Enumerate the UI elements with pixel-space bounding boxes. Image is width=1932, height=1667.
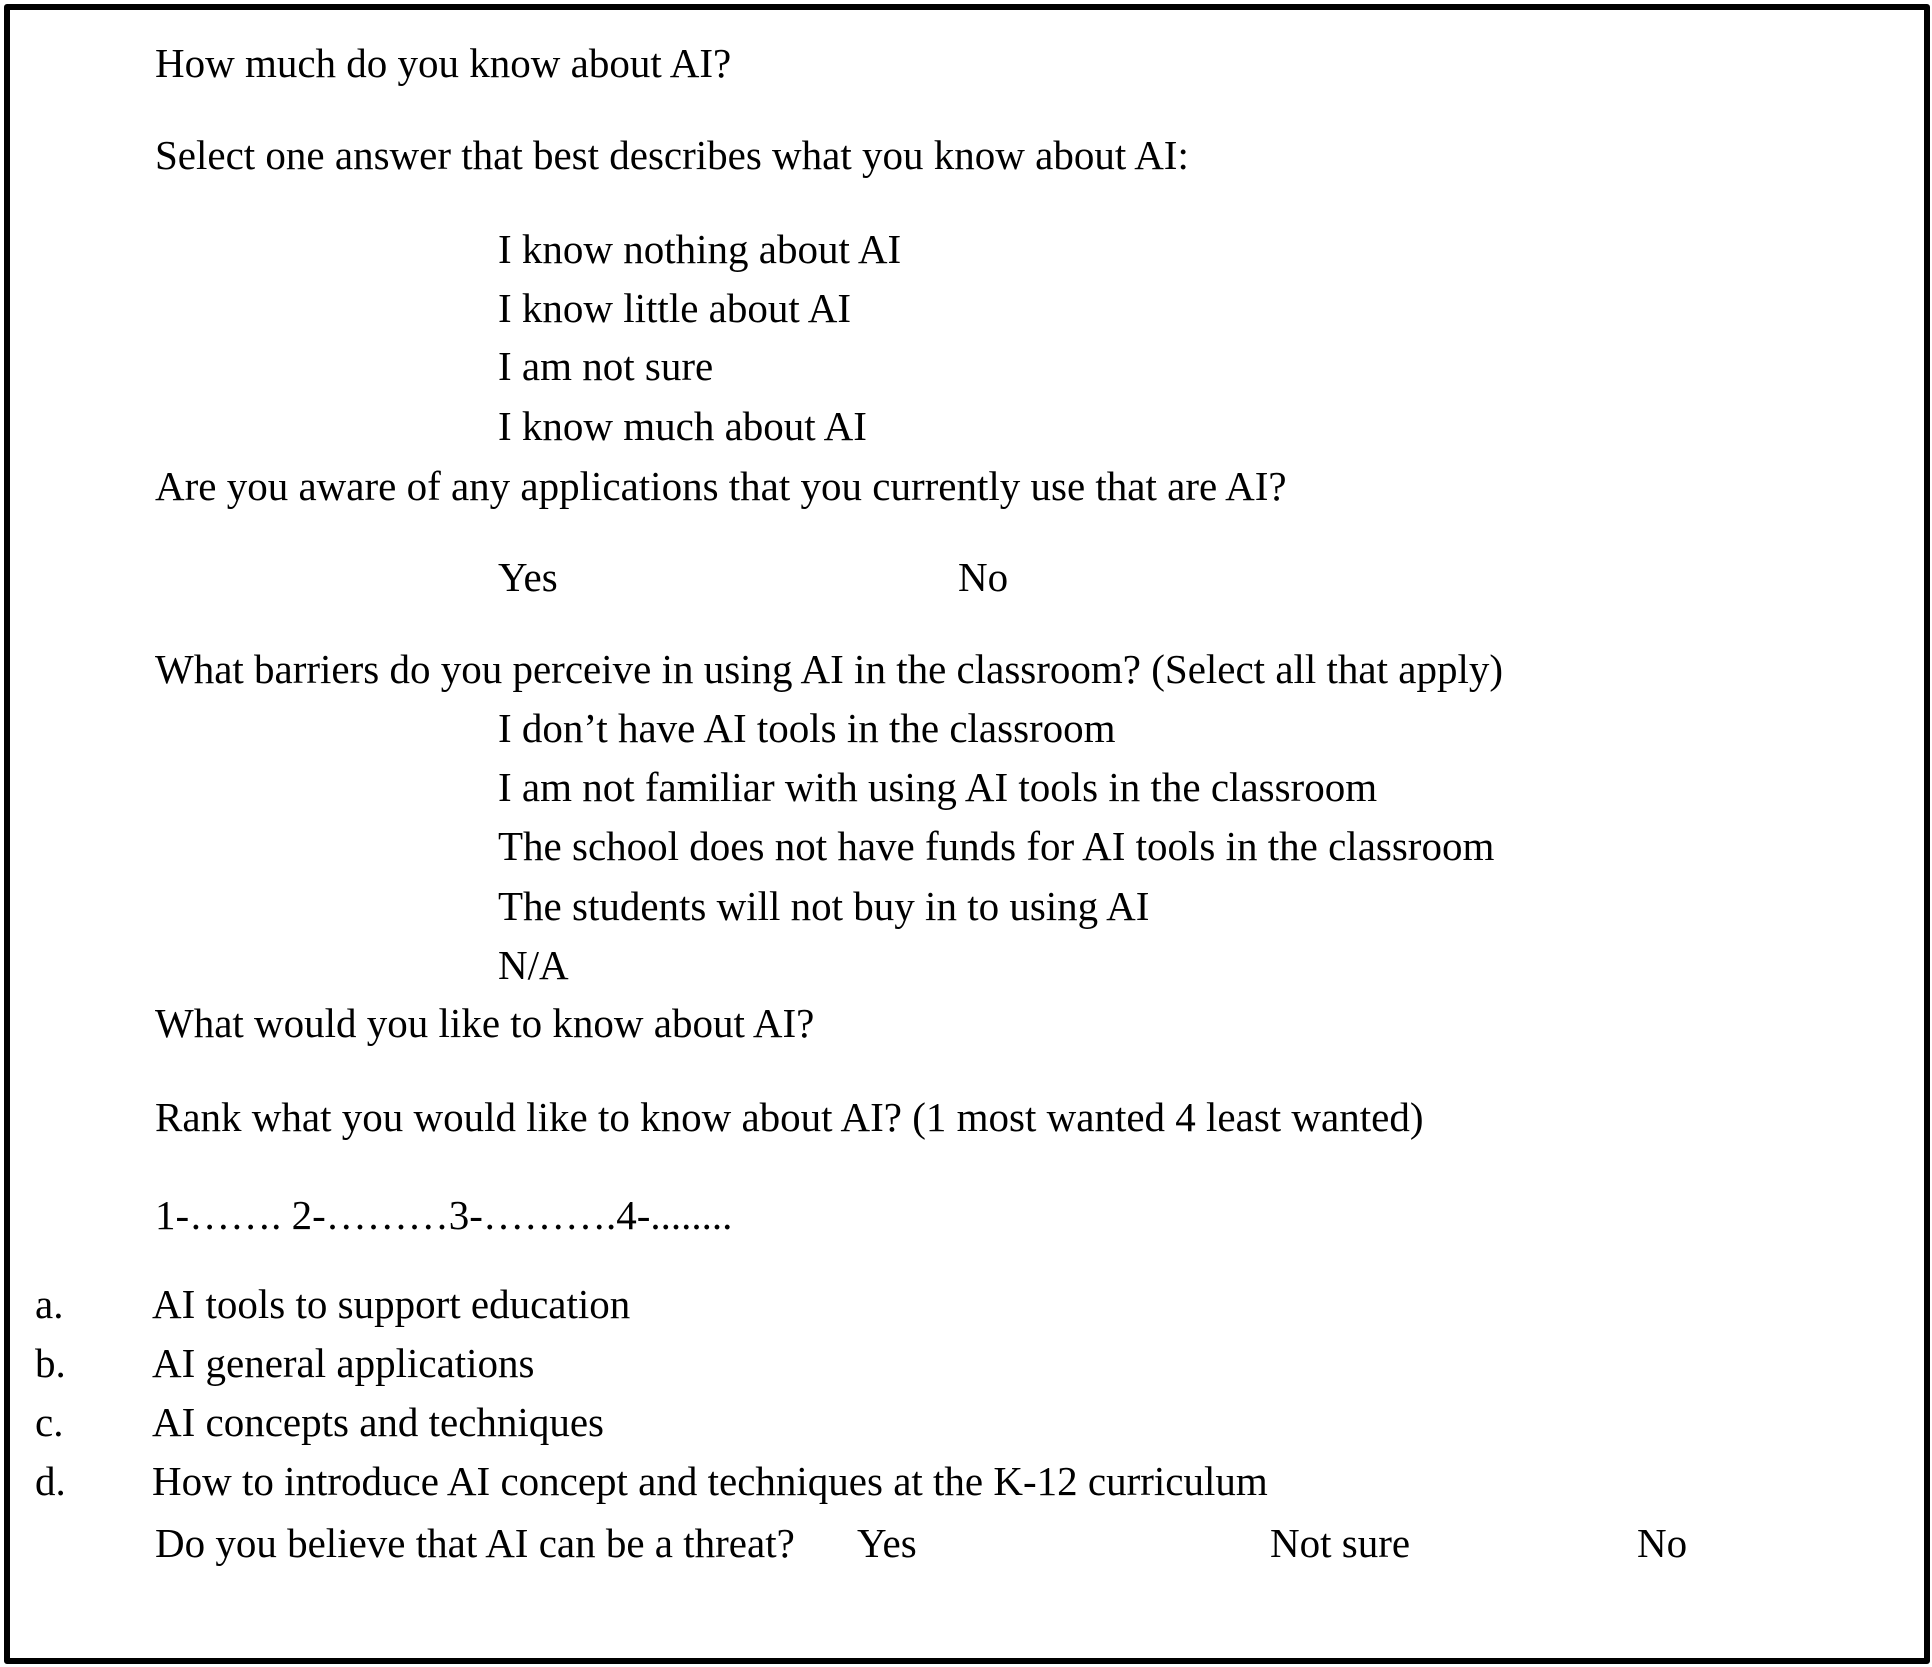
question-prompt-rank: Rank what you would like to know about AI? (1 most wanted 4 least wanted) (155, 1094, 1424, 1140)
question-prompt-aware-applications: Are you aware of any applications that you currently use that are AI? (155, 463, 1287, 509)
question-prompt-threat: Do you believe that AI can be a threat? (155, 1520, 795, 1566)
question-prompt-knowledge: Select one answer that best describes what you know about AI: (155, 132, 1189, 178)
rank-item-label-b: b. (35, 1340, 66, 1386)
rank-item-label-a: a. (35, 1281, 64, 1327)
rank-item-c: AI concepts and techniques (152, 1399, 604, 1445)
rank-item-b: AI general applications (152, 1340, 535, 1386)
option-aware-yes[interactable]: Yes (498, 554, 558, 600)
question-title-like-to-know: What would you like to know about AI? (155, 1000, 815, 1046)
option-know-little[interactable]: I know little about AI (498, 285, 852, 331)
rank-item-a: AI tools to support education (152, 1281, 631, 1327)
question-title-knowledge: How much do you know about AI? (155, 40, 732, 86)
option-barrier-na[interactable]: N/A (498, 942, 569, 988)
option-aware-no[interactable]: No (958, 554, 1009, 600)
rank-item-label-c: c. (35, 1399, 64, 1445)
option-barrier-no-tools[interactable]: I don’t have AI tools in the classroom (498, 705, 1116, 751)
option-barrier-students-buy-in[interactable]: The students will not buy in to using AI (498, 883, 1150, 929)
option-barrier-no-funds[interactable]: The school does not have funds for AI tools in the classroom (498, 823, 1495, 869)
option-threat-not-sure[interactable]: Not sure (1270, 1520, 1411, 1566)
rank-fill-in-line[interactable]: 1-……. 2-………3-……….4-........ (155, 1192, 733, 1238)
rank-item-label-d: d. (35, 1458, 66, 1504)
rank-item-d: How to introduce AI concept and techniques at the K-12 curriculum (152, 1458, 1268, 1504)
option-know-much[interactable]: I know much about AI (498, 403, 867, 449)
option-threat-yes[interactable]: Yes (857, 1520, 917, 1566)
option-know-nothing[interactable]: I know nothing about AI (498, 226, 902, 272)
option-threat-no[interactable]: No (1637, 1520, 1688, 1566)
option-not-sure[interactable]: I am not sure (498, 343, 714, 389)
option-barrier-not-familiar[interactable]: I am not familiar with using AI tools in the classroom (498, 764, 1378, 810)
question-prompt-barriers: What barriers do you perceive in using AI in the classroom? (Select all that apply) (155, 646, 1504, 692)
